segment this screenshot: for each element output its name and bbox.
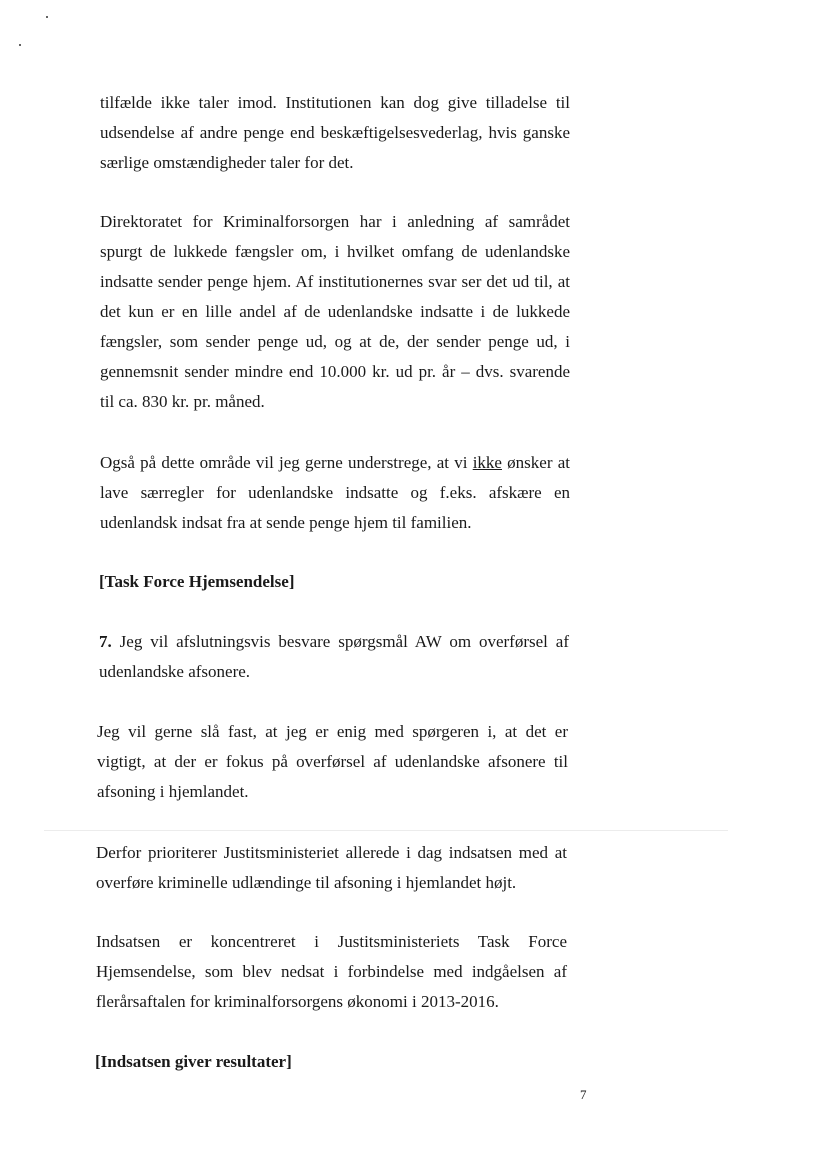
text-line: Indsatsen er koncentreret i Justitsministeriets Task Force bbox=[96, 932, 567, 951]
paragraph-7 bbox=[96, 927, 567, 1017]
text-line: gennemsnit sender mindre end 10.000 kr. ud pr. år – dvs. svarende bbox=[100, 362, 570, 381]
text-segment: Jeg vil afslutningsvis besvare spørgsmål AW om overførsel af bbox=[111, 632, 569, 651]
text-line: særlige omstændigheder taler for det. bbox=[100, 153, 354, 172]
text-line: flerårsaftalen for kriminalforsorgens økonomi i 2013-2016. bbox=[96, 992, 499, 1011]
paragraph-3 bbox=[100, 448, 570, 538]
scan-speck bbox=[19, 44, 21, 46]
paragraph-2 bbox=[100, 207, 570, 417]
text-line: tilfælde ikke taler imod. Institutionen kan dog give tilladelse til bbox=[100, 93, 570, 112]
text-line bbox=[100, 448, 570, 478]
text-line: indsatte sender penge hjem. Af institutionernes svar ser det ud til, at bbox=[100, 272, 570, 291]
text-line: lave særregler for udenlandske indsatte og f.eks. afskære en bbox=[100, 483, 570, 502]
text-segment: Også på dette område vil jeg gerne understrege, at vi bbox=[100, 453, 473, 472]
underlined-emphasis: ikke bbox=[472, 453, 502, 472]
text-line: til ca. 830 kr. pr. måned. bbox=[100, 392, 265, 411]
section-heading: [Task Force Hjemsendelse] bbox=[99, 572, 295, 591]
text-line: Derfor prioriterer Justitsministeriet allerede i dag indsatsen med at bbox=[96, 843, 567, 862]
text-line: afsoning i hjemlandet. bbox=[97, 782, 249, 801]
text-line: overføre kriminelle udlændinge til afsoning i hjemlandet højt. bbox=[96, 873, 517, 892]
paragraph-1 bbox=[100, 88, 570, 178]
scan-seam-line bbox=[44, 830, 728, 831]
text-line: Jeg vil gerne slå fast, at jeg er enig med spørgeren i, at det er bbox=[97, 722, 568, 741]
text-line bbox=[99, 627, 569, 657]
text-segment: ønsker at bbox=[501, 453, 570, 472]
text-line: udsendelse af andre penge end beskæftigelsesvederlag, hvis ganske bbox=[100, 123, 570, 142]
text-line: spurgt de lukkede fængsler om, i hvilket omfang de udenlandske bbox=[100, 242, 570, 261]
paragraph-5 bbox=[97, 717, 568, 807]
paragraph-4 bbox=[99, 627, 569, 687]
text-line: Hjemsendelse, som blev nedsat i forbindelse med indgåelsen af bbox=[96, 962, 567, 981]
text-line: det kun er en lille andel af de udenlandske indsatte i de lukkede bbox=[100, 302, 570, 321]
page-number: 7 bbox=[580, 1087, 587, 1102]
text-line: Direktoratet for Kriminalforsorgen har i anledning af samrådet bbox=[100, 212, 570, 231]
text-line: udenlandske afsonere. bbox=[99, 662, 251, 681]
scan-speck bbox=[46, 16, 48, 18]
text-line: vigtigt, at der er fokus på overførsel af udenlandske afsonere til bbox=[97, 752, 568, 771]
paragraph-6 bbox=[96, 838, 567, 898]
text-line: fængsler, som sender penge ud, og at de, der sender penge ud, i bbox=[100, 332, 570, 351]
section-heading: [Indsatsen giver resultater] bbox=[95, 1052, 292, 1071]
item-number: 7. bbox=[99, 632, 112, 651]
text-line: udenlandsk indsat fra at sende penge hjem til familien. bbox=[100, 513, 472, 532]
